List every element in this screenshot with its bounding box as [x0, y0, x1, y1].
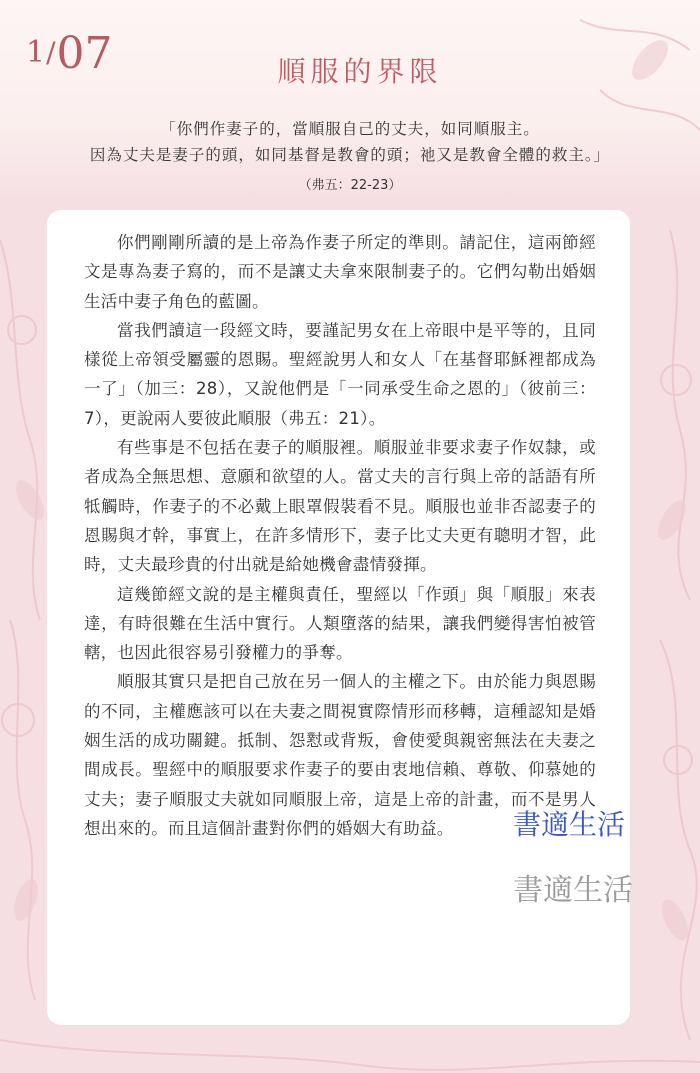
scripture-reference: （弗五：22-23） [298, 178, 402, 193]
paragraph: 順服其實只是把自己放在另一個人的主權之下。由於能力與恩賜的不同，主權應該可以在夫妻之間視實際情形而移轉，這種認知是婚姻生活的成功關鍵。抵制、怨懟或背叛，會使愛與親密無法在夫妻之間成長。聖經中的順服要求作妻子的要由衷地信賴、尊敬、仰慕她的丈夫；妻子順服丈夫就如同順服上帝，這是上帝的計畫，而不是男人想出來的。而且這個計畫對你們的婚姻大有助益。 [84, 672, 596, 838]
body-text [84, 228, 596, 843]
date-month: 1 [26, 35, 46, 70]
date-slash: / [46, 36, 56, 69]
date-day: 07 [56, 28, 113, 79]
scripture-line-1: 「你們作妻子的，當順服自己的丈夫，如同順服主。 [160, 120, 540, 138]
paragraph: 當我們讀這一段經文時，要謹記男女在上帝眼中是平等的，且同樣從上帝領受屬靈的恩賜。聖經說男人和女人「在基督耶穌裡都成為一了」（加三：28），又說他們是「一同承受生命之恩的」（彼前三：7），更說兩人要彼此順服（弗五：21）。 [84, 320, 596, 428]
watermark-gray: 書適生活 [513, 873, 633, 908]
scripture-quote [40, 116, 660, 168]
watermark-blue: 書適生活 [513, 808, 626, 841]
paragraph: 你們剛剛所讀的是上帝為作妻子所定的準則。請記住，這兩節經文是專為妻子寫的，而不是讓丈夫拿來限制妻子的。它們勾勒出婚姻生活中妻子角色的藍圖。 [84, 233, 596, 311]
scripture-line-2: 因為丈夫是妻子的頭，如同基督是教會的頭；祂又是教會全體的救主。」 [89, 146, 611, 164]
page-title: 順服的界限 [277, 55, 443, 88]
paragraph: 有些事是不包括在妻子的順服裡。順服並非要求妻子作奴隸，或者成為全無思想、意願和欲望的人。當丈夫的言行與上帝的話語有所牴觸時，作妻子的不必戴上眼罩假裝看不見。順服也並非否認妻子的恩賜與才幹，事實上，在許多情形下，妻子比丈夫更有聰明才智，此時，丈夫最珍貴的付出就是給她機會盡情發揮。 [84, 438, 596, 575]
paragraph: 這幾節經文說的是主權與責任，聖經以「作頭」與「順服」來表達，有時很難在生活中實行。人類墮落的結果，讓我們變得害怕被管轄，也因此很容易引發權力的爭奪。 [84, 584, 596, 663]
